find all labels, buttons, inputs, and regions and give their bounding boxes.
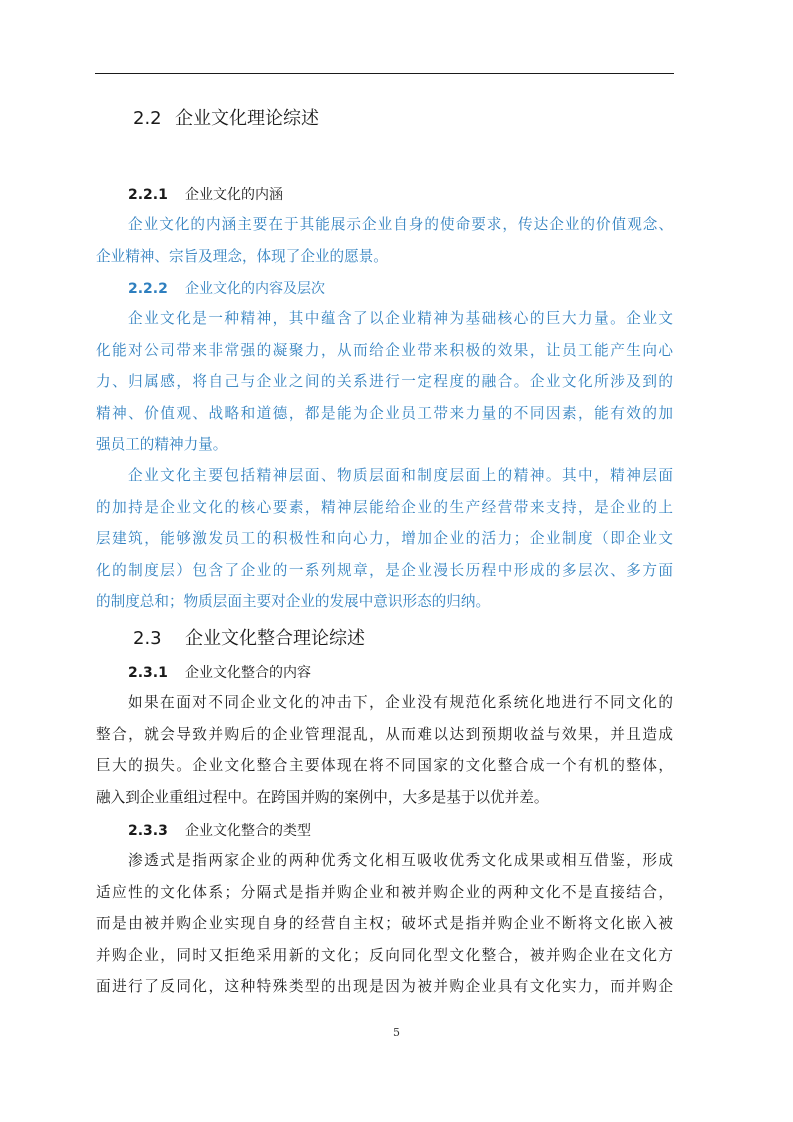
paragraph-line: 化的制度层）包含了企业的一系列规章，是企业漫长历程中形成的多层次、多方面	[96, 561, 673, 579]
subsection-title: 企业文化的内容及层次	[185, 281, 325, 297]
paragraph-connotation	[96, 209, 673, 272]
paragraph-content-levels	[96, 303, 673, 461]
paragraph-line: 的加持是企业文化的核心要素，精神层能给企业的生产经营带来支持，是企业的上	[96, 498, 673, 516]
section-heading-2-2	[133, 104, 319, 130]
paragraph-integration-content	[96, 687, 673, 813]
section-title: 企业文化理论综述	[175, 108, 319, 129]
header-rule	[95, 73, 674, 74]
subsection-heading-2-2-2	[128, 278, 325, 298]
paragraph-line: 精神、价值观、战略和道德，都是能为企业员工带来力量的不同因素，能有效的加	[96, 404, 673, 422]
subsection-title: 企业文化的内涵	[185, 187, 283, 203]
paragraph-line: 并购企业，同时又拒绝采用新的文化；反向同化型文化整合，被并购企业在文化方	[96, 946, 673, 964]
paragraph-layers	[96, 460, 673, 618]
paragraph-line: 层建筑，能够激发员工的积极性和向心力，增加企业的活力；企业制度（即企业文	[96, 530, 673, 547]
paragraph-line: 融入到企业重组过程中。在跨国并购的案例中，大多是基于以优并差。	[96, 788, 549, 806]
subsection-heading-2-2-1	[128, 184, 283, 204]
paragraph-line: 面进行了反同化，这种特殊类型的出现是因为被并购企业具有文化实力，而并购企	[96, 978, 673, 995]
paragraph-line: 企业文化的内涵主要在于其能展示企业自身的使命要求，传达企业的价值观念、	[128, 216, 673, 233]
subsection-heading-2-3-3	[128, 820, 311, 840]
paragraph-line: 强员工的精神力量。	[96, 436, 228, 453]
subsection-number: 2.3.3	[128, 823, 168, 839]
subsection-title: 企业文化整合的类型	[185, 823, 311, 839]
section-number: 2.3	[133, 628, 162, 649]
subsection-number: 2.2.2	[128, 281, 168, 297]
page-number: 5	[393, 1026, 400, 1039]
paragraph-line: 化能对公司带来非常强的凝聚力，从而给企业带来积极的效果，让员工能产生向心	[96, 341, 673, 359]
paragraph-line: 如果在面对不同企业文化的冲击下，企业没有规范化系统化地进行不同文化的	[128, 694, 673, 711]
subsection-title: 企业文化整合的内容	[185, 665, 311, 681]
subsection-heading-2-3-1	[128, 662, 311, 682]
paragraph-line: 企业文化主要包括精神层面、物质层面和制度层面上的精神。其中，精神层面	[128, 467, 673, 484]
paragraph-line: 而是由被并购企业实现自身的经营自主权；破坏式是指并购企业不断将文化嵌入被	[96, 915, 673, 932]
subsection-number: 2.3.1	[128, 665, 168, 681]
paragraph-line: 企业精神、宗旨及理念，体现了企业的愿景。	[96, 247, 388, 265]
subsection-number: 2.2.1	[128, 187, 168, 203]
section-number: 2.2	[133, 108, 162, 129]
paragraph-line: 适应性的文化体系；分隔式是指并购企业和被并购企业的两种文化不是直接结合，	[96, 883, 673, 901]
paragraph-line: 企业文化是一种精神，其中蕴含了以企业精神为基础核心的巨大力量。企业文	[128, 310, 673, 327]
section-title: 企业文化整合理论综述	[185, 628, 365, 649]
paragraph-line: 渗透式是指两家企业的两种优秀文化相互吸收优秀文化成果或相互借鉴，形成	[128, 852, 673, 869]
paragraph-line: 巨大的损失。企业文化整合主要体现在将不同国家的文化整合成一个有机的整体，	[96, 757, 673, 774]
paragraph-line: 整合，就会导致并购后的企业管理混乱，从而难以达到预期收益与效果，并且造成	[96, 725, 673, 743]
paragraph-line: 的制度总和；物质层面主要对企业的发展中意识形态的归纳。	[96, 593, 491, 610]
paragraph-integration-types	[96, 845, 673, 1003]
paragraph-line: 力、归属感，将自己与企业之间的关系进行一定程度的融合。企业文化所涉及到的	[96, 373, 673, 390]
section-heading-2-3	[133, 624, 365, 650]
